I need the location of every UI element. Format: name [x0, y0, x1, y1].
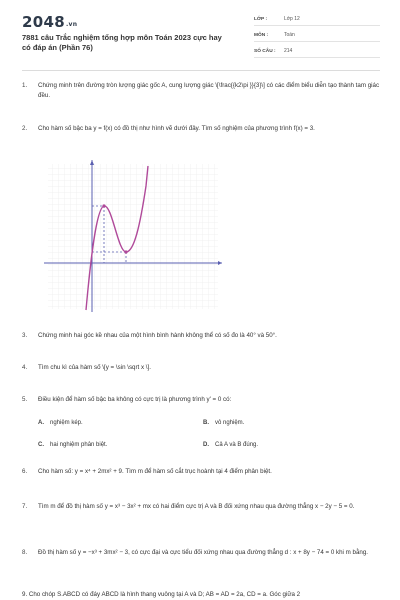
option-row: [38, 440, 368, 450]
question-9-partial: 9. Cho chóp S.ABCD có đáy ABCD là hình thang vuông tại A và D; AB = AD = 2a, CD = a. Góc giữa 2: [22, 591, 301, 598]
question-text: Đồ thị hàm số y = −x³ + 3mx² − 3, có cực đại và cực tiểu đối xứng nhau qua đường thẳng d : x + 8y − 74 = 0 khi m bằng.: [38, 549, 369, 556]
question-number: 1.: [22, 82, 28, 89]
meta-label: SỐ CÂU :: [254, 48, 276, 54]
option-c[interactable]: C. hai nghiệm phân biệt.: [38, 442, 108, 448]
question-5-options: [38, 418, 368, 462]
question-number: 4.: [22, 364, 28, 371]
meta-row-subject: [254, 29, 380, 42]
question-text: Chứng minh trên đường tròn lượng giác gốc A, cung lượng giác \[\frac{{k2\pi }}{3}\] có các điểm biểu diễn tạo thành tam giác đều.: [38, 82, 380, 99]
cubic-function-graph: [40, 156, 226, 316]
local-max-point: [102, 204, 105, 207]
meta-row-class: [254, 13, 380, 26]
question-number: 3.: [22, 332, 28, 339]
y-axis-arrow-icon: [90, 160, 94, 165]
page-header: [0, 0, 400, 68]
question-5: [22, 395, 380, 405]
question-3: [22, 331, 380, 341]
meta-value: Lớp 12: [284, 16, 300, 22]
local-min-point: [124, 250, 127, 253]
option-d[interactable]: D. Cả A và B đúng.: [203, 442, 259, 448]
meta-label: MÔN :: [254, 32, 269, 38]
site-logo[interactable]: 2048.vn: [22, 13, 78, 31]
question-number: 6.: [22, 468, 28, 475]
question-number: 5.: [22, 396, 28, 403]
question-2: [22, 124, 380, 134]
meta-panel: [254, 13, 380, 61]
option-row: [38, 418, 368, 428]
question-text: Điều kiện để hàm số bậc ba không có cực trị là phương trình y' = 0 có:: [38, 396, 232, 403]
graph-grid: [48, 164, 218, 309]
x-axis-arrow-icon: [218, 261, 222, 265]
header-divider: [22, 70, 380, 71]
question-text: Cho hàm số: y = x⁴ + 2mx² + 9. Tìm m để hàm số cắt trục hoành tại 4 điểm phân biệt.: [38, 468, 272, 475]
question-text: Tìm chu kì của hàm số \[y = \sin \sqrt x \].: [38, 364, 151, 371]
meta-value: 214: [284, 48, 293, 54]
option-a[interactable]: A. nghiệm kép.: [38, 420, 83, 426]
meta-label: LỚP :: [254, 16, 268, 22]
question-number: 2.: [22, 125, 28, 132]
question-4: [22, 363, 380, 373]
meta-row-count: [254, 45, 380, 58]
question-number: 8.: [22, 549, 28, 556]
question-text: Cho hàm số bậc ba y = f(x) có đồ thị như hình vẽ dưới đây. Tìm số nghiệm của phương trình f(x) = 3.: [38, 125, 315, 132]
question-7: [22, 502, 380, 512]
question-6: [22, 467, 380, 477]
question-number: 7.: [22, 503, 28, 510]
question-text: Tìm m để đồ thị hàm số y = x³ − 3x² + mx có hai điểm cực trị A và B đối xứng nhau qua đường thẳng x − 2y − 5 = 0.: [38, 503, 355, 510]
question-text: Chứng minh hai góc kề nhau của một hình bình hành không thể có số đo là 40° và 50°.: [38, 332, 277, 339]
question-1: [22, 81, 380, 101]
meta-value: Toán: [284, 32, 295, 38]
option-b[interactable]: B. vô nghiệm.: [203, 420, 245, 426]
question-8: [22, 548, 380, 558]
page-title: 7881 câu Trắc nghiệm tổng hợp môn Toán 2023 cực hay có đáp án (Phần 76): [22, 33, 222, 52]
